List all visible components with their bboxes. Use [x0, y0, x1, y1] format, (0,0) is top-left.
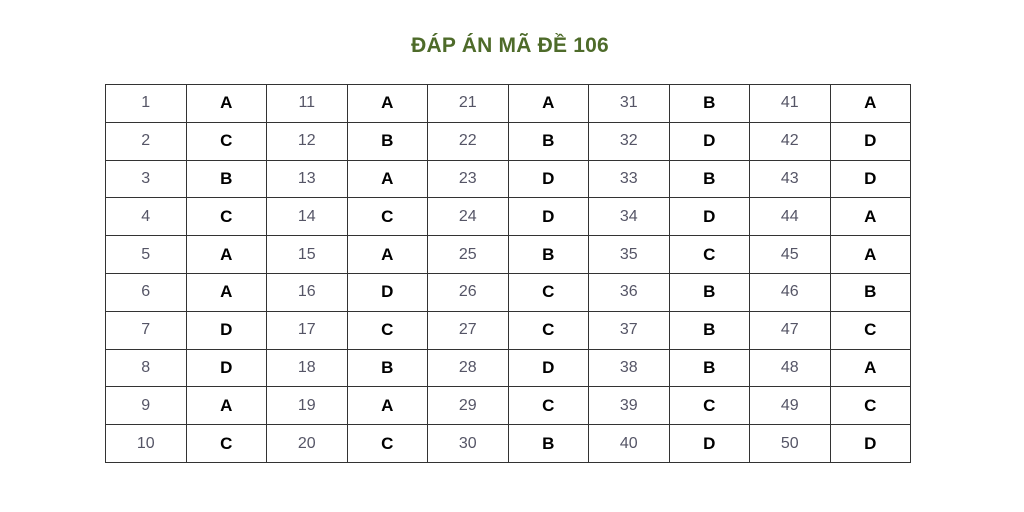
- question-number-cell: 32: [589, 122, 670, 160]
- answer-cell: B: [669, 273, 750, 311]
- answer-cell: B: [669, 85, 750, 123]
- question-number-cell: 27: [428, 311, 509, 349]
- table-row: [106, 349, 911, 387]
- answer-cell: B: [347, 122, 428, 160]
- answer-cell: A: [347, 387, 428, 425]
- question-number-cell: 8: [106, 349, 187, 387]
- answer-cell: A: [347, 85, 428, 123]
- answer-cell: A: [347, 236, 428, 274]
- answer-cell: B: [669, 349, 750, 387]
- question-number-cell: 33: [589, 160, 670, 198]
- question-number-cell: 12: [267, 122, 348, 160]
- question-number-cell: 39: [589, 387, 670, 425]
- question-number-cell: 44: [750, 198, 831, 236]
- table-row: [106, 122, 911, 160]
- question-number-cell: 23: [428, 160, 509, 198]
- question-number-cell: 20: [267, 425, 348, 463]
- question-number-cell: 14: [267, 198, 348, 236]
- answer-cell: C: [508, 273, 589, 311]
- answer-cell: D: [830, 425, 911, 463]
- question-number-cell: 35: [589, 236, 670, 274]
- table-row: [106, 425, 911, 463]
- answer-cell: C: [830, 387, 911, 425]
- question-number-cell: 40: [589, 425, 670, 463]
- answer-cell: C: [347, 425, 428, 463]
- question-number-cell: 2: [106, 122, 187, 160]
- answer-cell: A: [186, 387, 267, 425]
- question-number-cell: 36: [589, 273, 670, 311]
- question-number-cell: 5: [106, 236, 187, 274]
- question-number-cell: 41: [750, 85, 831, 123]
- question-number-cell: 42: [750, 122, 831, 160]
- question-number-cell: 9: [106, 387, 187, 425]
- table-row: [106, 387, 911, 425]
- answer-cell: C: [186, 122, 267, 160]
- table-row: [106, 311, 911, 349]
- question-number-cell: 45: [750, 236, 831, 274]
- answer-cell: D: [186, 349, 267, 387]
- answer-cell: C: [669, 387, 750, 425]
- answer-table-body: [106, 85, 911, 463]
- question-number-cell: 4: [106, 198, 187, 236]
- table-row: [106, 85, 911, 123]
- question-number-cell: 18: [267, 349, 348, 387]
- question-number-cell: 43: [750, 160, 831, 198]
- table-row: [106, 160, 911, 198]
- answer-cell: C: [347, 311, 428, 349]
- question-number-cell: 48: [750, 349, 831, 387]
- question-number-cell: 13: [267, 160, 348, 198]
- answer-cell: B: [669, 311, 750, 349]
- table-row: [106, 273, 911, 311]
- question-number-cell: 1: [106, 85, 187, 123]
- question-number-cell: 47: [750, 311, 831, 349]
- question-number-cell: 21: [428, 85, 509, 123]
- question-number-cell: 31: [589, 85, 670, 123]
- answer-cell: D: [669, 425, 750, 463]
- question-number-cell: 22: [428, 122, 509, 160]
- answer-cell: C: [347, 198, 428, 236]
- answer-cell: D: [669, 198, 750, 236]
- question-number-cell: 37: [589, 311, 670, 349]
- answer-cell: A: [830, 349, 911, 387]
- question-number-cell: 11: [267, 85, 348, 123]
- answer-cell: C: [669, 236, 750, 274]
- question-number-cell: 6: [106, 273, 187, 311]
- answer-cell: D: [347, 273, 428, 311]
- question-number-cell: 24: [428, 198, 509, 236]
- answer-cell: D: [830, 160, 911, 198]
- question-number-cell: 19: [267, 387, 348, 425]
- question-number-cell: 3: [106, 160, 187, 198]
- answer-cell: D: [508, 198, 589, 236]
- question-number-cell: 28: [428, 349, 509, 387]
- question-number-cell: 30: [428, 425, 509, 463]
- page-title: ĐÁP ÁN MÃ ĐỀ 106: [411, 34, 609, 57]
- answer-cell: A: [186, 236, 267, 274]
- question-number-cell: 10: [106, 425, 187, 463]
- answer-cell: D: [508, 160, 589, 198]
- question-number-cell: 26: [428, 273, 509, 311]
- answer-cell: D: [508, 349, 589, 387]
- question-number-cell: 25: [428, 236, 509, 274]
- answer-table: [105, 84, 911, 463]
- answer-cell: B: [508, 236, 589, 274]
- question-number-cell: 49: [750, 387, 831, 425]
- table-row: [106, 236, 911, 274]
- answer-cell: B: [508, 425, 589, 463]
- answer-cell: A: [186, 85, 267, 123]
- answer-cell: B: [186, 160, 267, 198]
- answer-cell: B: [508, 122, 589, 160]
- answer-cell: A: [830, 198, 911, 236]
- answer-cell: C: [186, 425, 267, 463]
- question-number-cell: 15: [267, 236, 348, 274]
- answer-cell: B: [669, 160, 750, 198]
- question-number-cell: 38: [589, 349, 670, 387]
- answer-cell: A: [830, 236, 911, 274]
- question-number-cell: 7: [106, 311, 187, 349]
- answer-cell: A: [186, 273, 267, 311]
- answer-cell: A: [508, 85, 589, 123]
- answer-cell: C: [830, 311, 911, 349]
- question-number-cell: 34: [589, 198, 670, 236]
- answer-cell: B: [347, 349, 428, 387]
- question-number-cell: 29: [428, 387, 509, 425]
- answer-cell: A: [830, 85, 911, 123]
- question-number-cell: 50: [750, 425, 831, 463]
- answer-cell: D: [186, 311, 267, 349]
- question-number-cell: 16: [267, 273, 348, 311]
- question-number-cell: 46: [750, 273, 831, 311]
- answer-cell: B: [830, 273, 911, 311]
- table-row: [106, 198, 911, 236]
- answer-cell: C: [508, 311, 589, 349]
- answer-cell: C: [186, 198, 267, 236]
- answer-cell: A: [347, 160, 428, 198]
- answer-cell: D: [669, 122, 750, 160]
- question-number-cell: 17: [267, 311, 348, 349]
- answer-cell: D: [830, 122, 911, 160]
- answer-cell: C: [508, 387, 589, 425]
